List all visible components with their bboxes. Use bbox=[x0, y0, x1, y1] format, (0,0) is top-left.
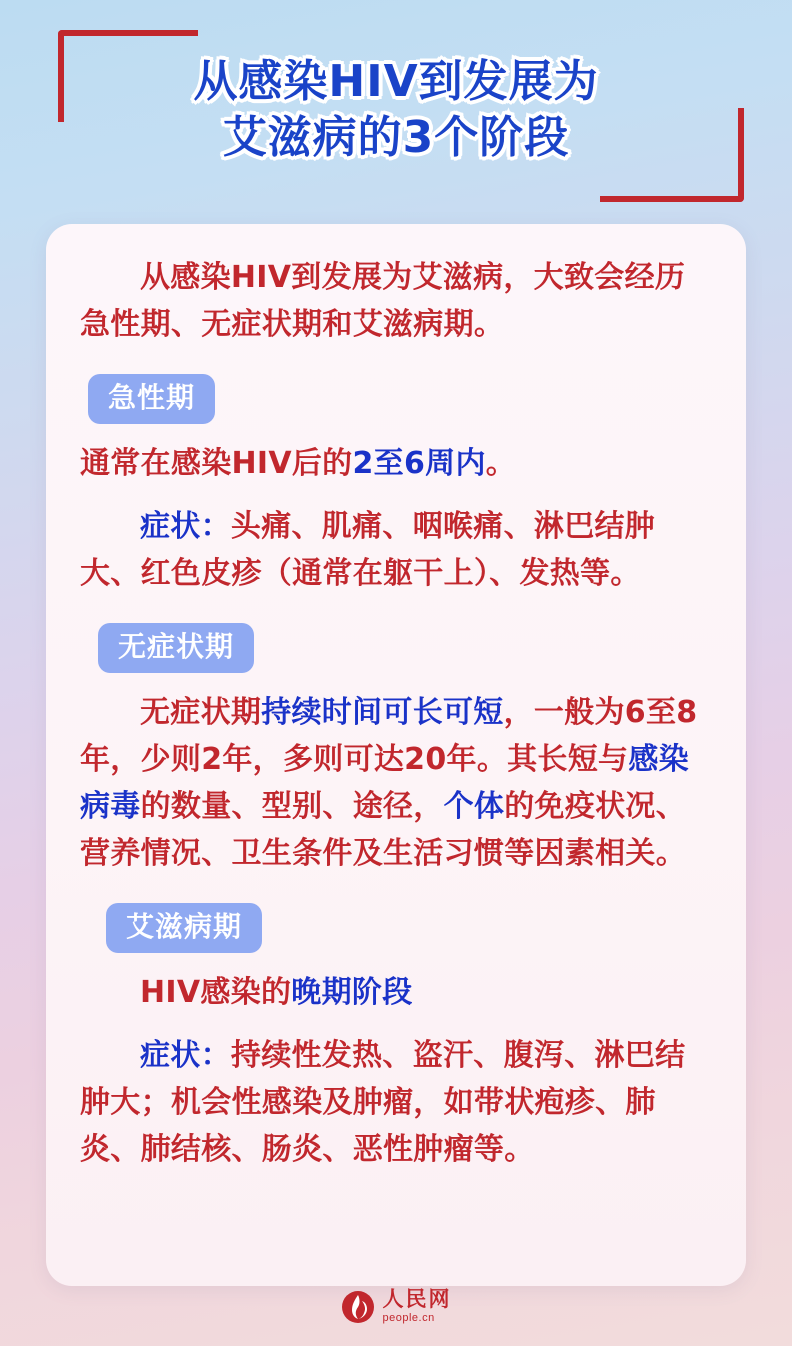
acute-duration-prefix: 通常在感染HIV后的 bbox=[80, 446, 353, 481]
acute-duration-line bbox=[80, 440, 712, 487]
acute-symptoms-text: 头痛、肌痛、咽喉痛、淋巴结肿大、红色皮疹（通常在躯干上）、发热等。 bbox=[80, 509, 656, 591]
acute-symptoms-line bbox=[80, 503, 712, 597]
acute-duration-suffix: 。 bbox=[485, 446, 517, 481]
aids-stage-highlight: 晚期阶段 bbox=[291, 975, 413, 1010]
logo-name-en: people.cn bbox=[382, 1312, 435, 1324]
section-badge-aids-row bbox=[80, 903, 712, 953]
spacer bbox=[80, 493, 712, 503]
asymptomatic-highlight-2: 感染病毒 bbox=[80, 742, 689, 824]
page-title bbox=[0, 54, 792, 166]
spacer bbox=[80, 1022, 712, 1032]
intro-paragraph bbox=[80, 254, 712, 348]
section-badge-asymptomatic-row bbox=[80, 623, 712, 673]
asymptomatic-paragraph bbox=[80, 689, 712, 877]
aids-stage-line bbox=[80, 969, 712, 1016]
section-badge-asymptomatic: 无症状期 bbox=[98, 623, 254, 673]
aids-stage-prefix: HIV感染的 bbox=[140, 975, 292, 1010]
people-cn-logo-icon bbox=[341, 1290, 375, 1324]
acute-duration-highlight: 2至6周内 bbox=[352, 446, 486, 481]
logo-text-block bbox=[383, 1289, 452, 1324]
section-badge-acute: 急性期 bbox=[88, 374, 215, 424]
footer-logo bbox=[0, 1289, 792, 1324]
intro-text: 从感染HIV到发展为艾滋病，大致会经历急性期、无症状期和艾滋病期。 bbox=[80, 260, 686, 342]
asymptomatic-text-3: 的数量、型别、途径， bbox=[140, 789, 444, 824]
section-badge-aids: 艾滋病期 bbox=[106, 903, 262, 953]
asymptomatic-text-1: 无症状期 bbox=[140, 695, 262, 730]
aids-symptoms-label: 症状： bbox=[140, 1038, 231, 1073]
logo-name-cn: 人民网 bbox=[382, 1287, 452, 1311]
asymptomatic-text-4: 的免疫状况、营养情况、卫生条件及生活习惯等因素相关。 bbox=[80, 789, 687, 871]
asymptomatic-highlight-1: 持续时间可长可短 bbox=[261, 695, 504, 730]
content-card bbox=[46, 224, 746, 1286]
title-line-2: 艾滋病的3个阶段 bbox=[222, 112, 570, 163]
aids-symptoms-text: 持续性发热、盗汗、腹泻、淋巴结肿大；机会性感染及肿瘤，如带状疱疹、肺炎、肺结核、肠炎、恶性肿瘤等。 bbox=[80, 1038, 686, 1167]
asymptomatic-text-2: ，一般为6至8年，少则2年，多则可达20年。其长短与 bbox=[80, 695, 698, 777]
section-badge-acute-row bbox=[80, 374, 712, 424]
title-line-1: 从感染HIV到发展为 bbox=[193, 56, 599, 107]
acute-symptoms-label: 症状： bbox=[140, 509, 231, 544]
asymptomatic-highlight-3: 个体 bbox=[443, 789, 505, 824]
aids-symptoms-line bbox=[80, 1032, 712, 1173]
